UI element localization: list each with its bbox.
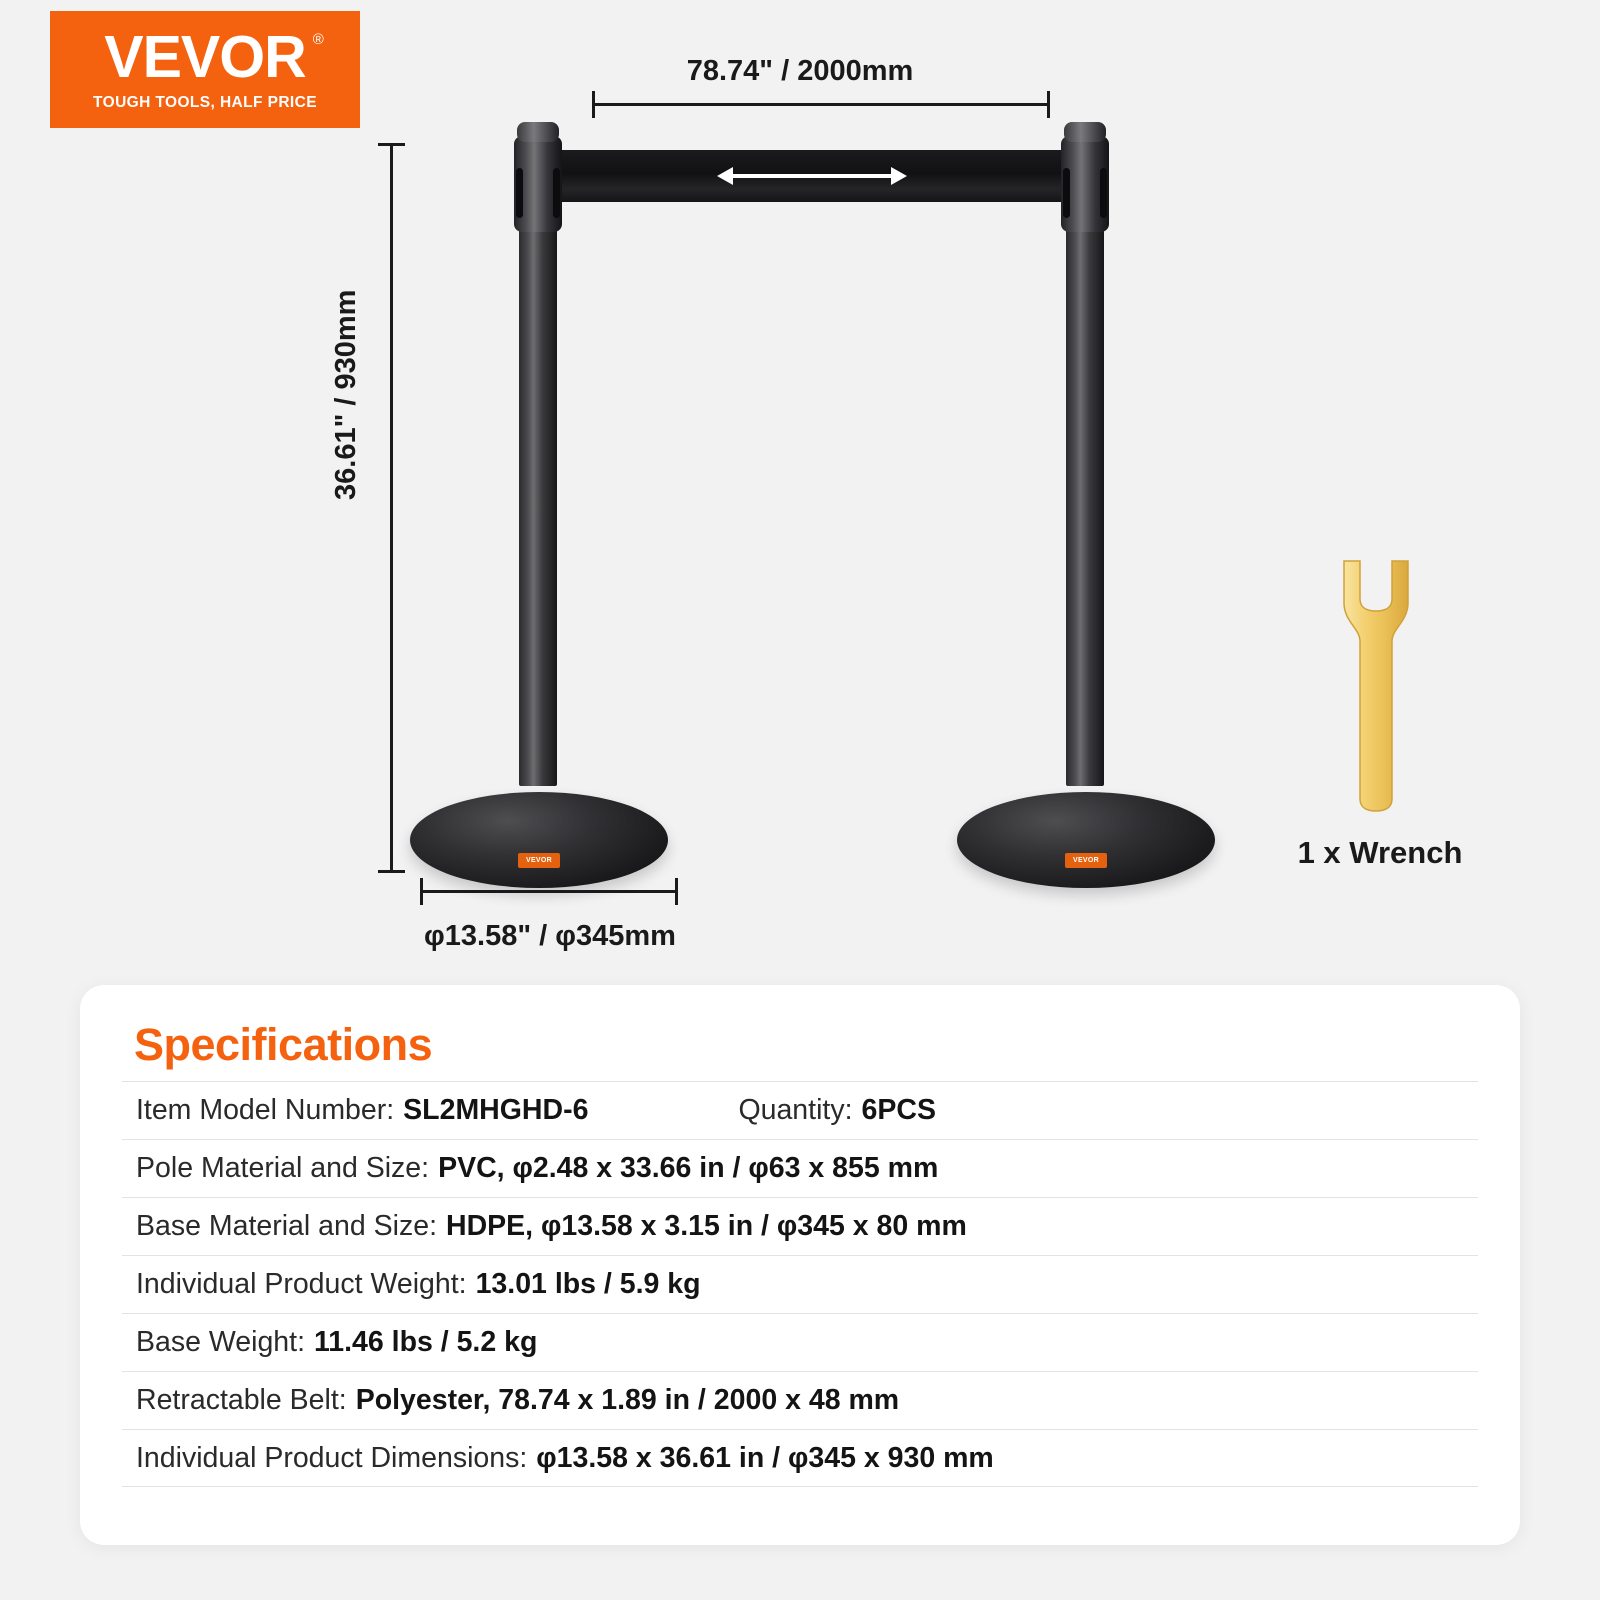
base-dimension-label: φ13.58" / φ345mm xyxy=(424,920,676,952)
spec-value-quantity: 6PCS xyxy=(861,1094,936,1126)
stanchion-post-right xyxy=(1066,126,1104,786)
spec-value: PVC, φ2.48 x 33.66 in / φ63 x 855 mm xyxy=(438,1152,939,1184)
double-arrow-icon xyxy=(717,167,907,185)
registered-mark: ® xyxy=(312,30,323,48)
spec-label: Retractable Belt: xyxy=(136,1384,347,1416)
height-dimension-label: 36.61" / 930mm xyxy=(330,289,362,500)
spec-label: Individual Product Weight: xyxy=(136,1268,467,1300)
brand-tagline: TOUGH TOOLS, HALF PRICE xyxy=(93,93,317,111)
wrench-icon xyxy=(1330,555,1430,815)
belt-housing-left xyxy=(514,136,562,232)
spec-label: Base Material and Size: xyxy=(136,1210,437,1242)
spec-row-base-weight xyxy=(122,1313,1478,1371)
spec-value: φ13.58 x 36.61 in / φ345 x 930 mm xyxy=(536,1441,994,1474)
width-dimension-line xyxy=(592,103,1050,106)
spec-quantity-group xyxy=(738,1094,936,1127)
base-logo-badge: VEVOR xyxy=(518,853,560,868)
accessory-label: 1 x Wrench xyxy=(1297,835,1463,870)
belt-housing-right xyxy=(1061,136,1109,232)
retractable-belt xyxy=(556,150,1068,202)
post-cap-left xyxy=(517,122,559,142)
spec-row-product-weight xyxy=(122,1255,1478,1313)
spec-label: Individual Product Dimensions: xyxy=(136,1441,528,1474)
height-dimension-line xyxy=(390,143,393,873)
width-dimension-label: 78.74" / 2000mm xyxy=(686,55,914,87)
spec-value: 13.01 lbs / 5.9 kg xyxy=(475,1268,701,1300)
spec-value: SL2MHGHD-6 xyxy=(403,1094,589,1126)
stanchion-base-right xyxy=(957,792,1215,888)
spec-label: Pole Material and Size: xyxy=(136,1152,430,1184)
spec-value: Polyester, 78.74 x 1.89 in / 2000 x 48 mm xyxy=(355,1384,900,1416)
base-logo-badge: VEVOR xyxy=(1065,853,1107,868)
stanchion-base-left xyxy=(410,792,668,888)
spec-label: Base Weight: xyxy=(136,1326,305,1358)
spec-row-pole xyxy=(122,1139,1478,1197)
spec-row-model xyxy=(122,1081,1478,1139)
specifications-card xyxy=(80,985,1520,1545)
brand-name-text: VEVOR xyxy=(104,23,306,90)
spec-row-dimensions xyxy=(122,1429,1478,1487)
spec-value: 11.46 lbs / 5.2 kg xyxy=(313,1326,538,1358)
post-cap-right xyxy=(1064,122,1106,142)
stanchion-post-left xyxy=(519,126,557,786)
base-dimension-line xyxy=(420,890,678,893)
spec-row-belt xyxy=(122,1371,1478,1429)
specifications-title: Specifications xyxy=(134,1019,433,1070)
spec-row-base xyxy=(122,1197,1478,1255)
spec-label-quantity: Quantity: xyxy=(738,1094,853,1126)
spec-label: Item Model Number: xyxy=(136,1094,395,1126)
spec-value: HDPE, φ13.58 x 3.15 in / φ345 x 80 mm xyxy=(446,1210,967,1242)
